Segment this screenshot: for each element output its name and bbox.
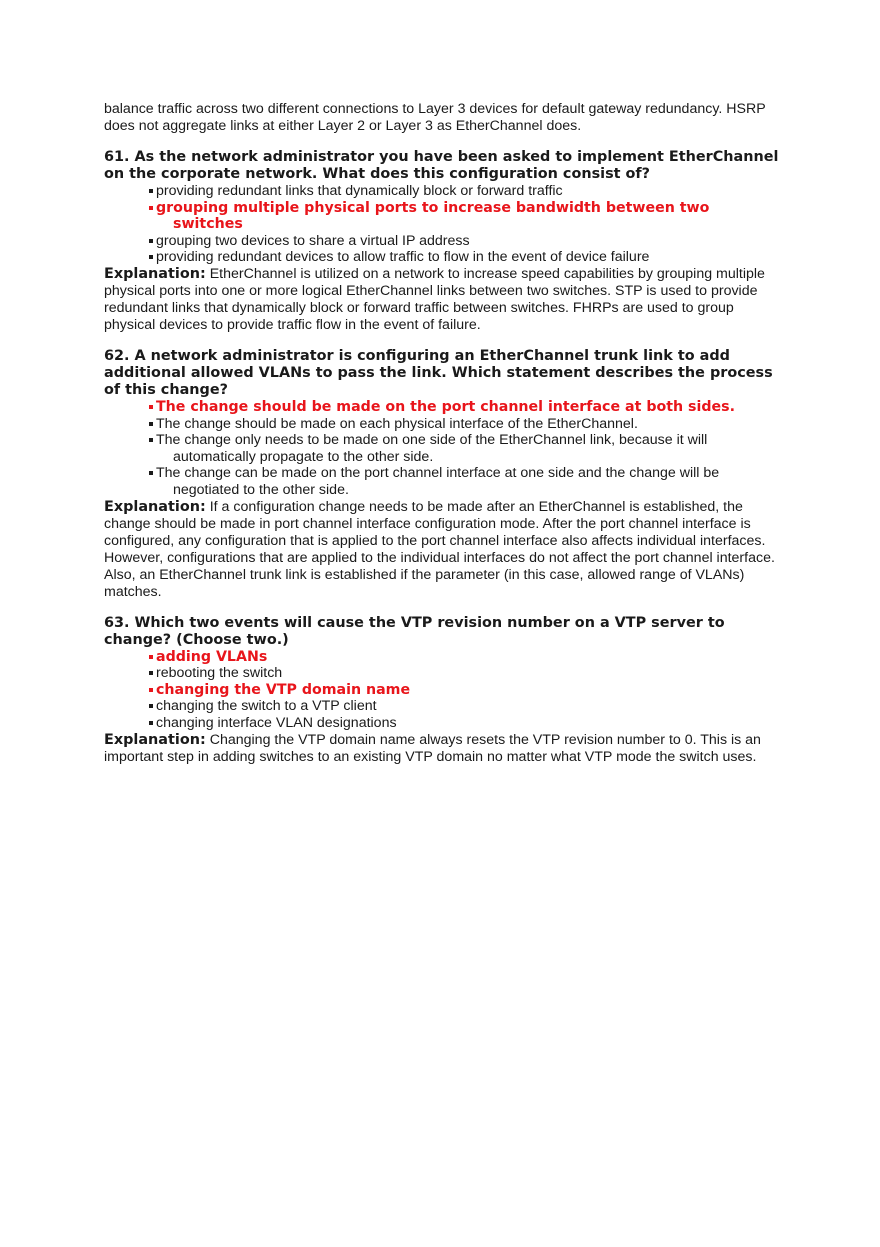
answer-list (104, 183, 780, 266)
answer-option: The change only needs to be made on one side of the EtherChannel link, because it will automatically propagate to the other side. (148, 432, 780, 465)
bullet-icon (149, 471, 153, 475)
answer-option: rebooting the switch (148, 665, 780, 682)
intro-paragraph: balance traffic across two different connections to Layer 3 devices for default gateway redundancy. HSRP does not aggregate links at either Layer 2 or Layer 3 as EtherChannel does. (104, 101, 766, 134)
question-62 (104, 348, 780, 601)
answer-option: changing interface VLAN designations (148, 715, 780, 732)
bullet-icon (149, 688, 153, 692)
answer-list (104, 649, 780, 732)
bullet-icon (149, 405, 153, 409)
explanation (104, 732, 780, 766)
bullet-icon (149, 655, 153, 659)
correct-answer-option: adding VLANs (148, 649, 780, 666)
bullet-icon (149, 671, 153, 675)
question-text: 62. A network administrator is configuring an EtherChannel trunk link to add additional allowed VLANs to pass the link. Which statement describes the process of this change? (104, 347, 773, 398)
explanation-label: Explanation: (104, 498, 206, 515)
bullet-icon (149, 704, 153, 708)
correct-answer-option: changing the VTP domain name (148, 682, 780, 699)
bullet-icon (149, 438, 153, 442)
explanation-label: Explanation: (104, 265, 206, 282)
document-page (104, 101, 780, 766)
answer-option: changing the switch to a VTP client (148, 698, 780, 715)
answer-option: providing redundant devices to allow traffic to flow in the event of device failure (148, 249, 780, 266)
bullet-icon (149, 239, 153, 243)
question-61 (104, 149, 780, 334)
bullet-icon (149, 721, 153, 725)
bullet-icon (149, 255, 153, 259)
answer-option: grouping two devices to share a virtual IP address (148, 233, 780, 250)
question-63 (104, 615, 780, 766)
bullet-icon (149, 189, 153, 193)
explanation-text: Changing the VTP domain name always resets the VTP revision number to 0. This is an important step in adding switches to an existing VTP domain no matter what VTP mode the switch uses. (104, 731, 761, 765)
answer-option: The change can be made on the port channel interface at one side and the change will be negotiated to the other side. (148, 465, 780, 498)
bullet-icon (149, 206, 153, 210)
correct-answer-option: grouping multiple physical ports to increase bandwidth between two switches (148, 200, 780, 233)
answer-option: The change should be made on each physical interface of the EtherChannel. (148, 416, 780, 433)
explanation (104, 266, 780, 334)
bullet-icon (149, 422, 153, 426)
explanation-text: If a configuration change needs to be made after an EtherChannel is established, the change should be made in port channel interface configuration mode. After the port channel interface is configured, any configuration that is applied to the port channel interface also affects individual interfaces. However, configurations that are applied to the individual interfaces do not affect the port channel interface. Also, an EtherChannel trunk link is established if the parameter (in this case, allowed range of VLANs) matches. (104, 498, 775, 600)
correct-answer-option: The change should be made on the port channel interface at both sides. (148, 399, 780, 416)
explanation-text: EtherChannel is utilized on a network to increase speed capabilities by grouping multiple physical ports into one or more logical EtherChannel links between two switches. STP is used to provide redundant links that dynamically block or forward traffic between switches. FHRPs are used to group physical devices to provide traffic flow in the event of failure. (104, 265, 765, 333)
question-text: 63. Which two events will cause the VTP revision number on a VTP server to change? (Choose two.) (104, 614, 725, 648)
question-text: 61. As the network administrator you have been asked to implement EtherChannel on the corporate network. What does this configuration consist of? (104, 149, 779, 182)
answer-option: providing redundant links that dynamically block or forward traffic (148, 183, 780, 200)
explanation (104, 499, 780, 601)
answer-list (104, 399, 780, 499)
explanation-label: Explanation: (104, 731, 206, 748)
